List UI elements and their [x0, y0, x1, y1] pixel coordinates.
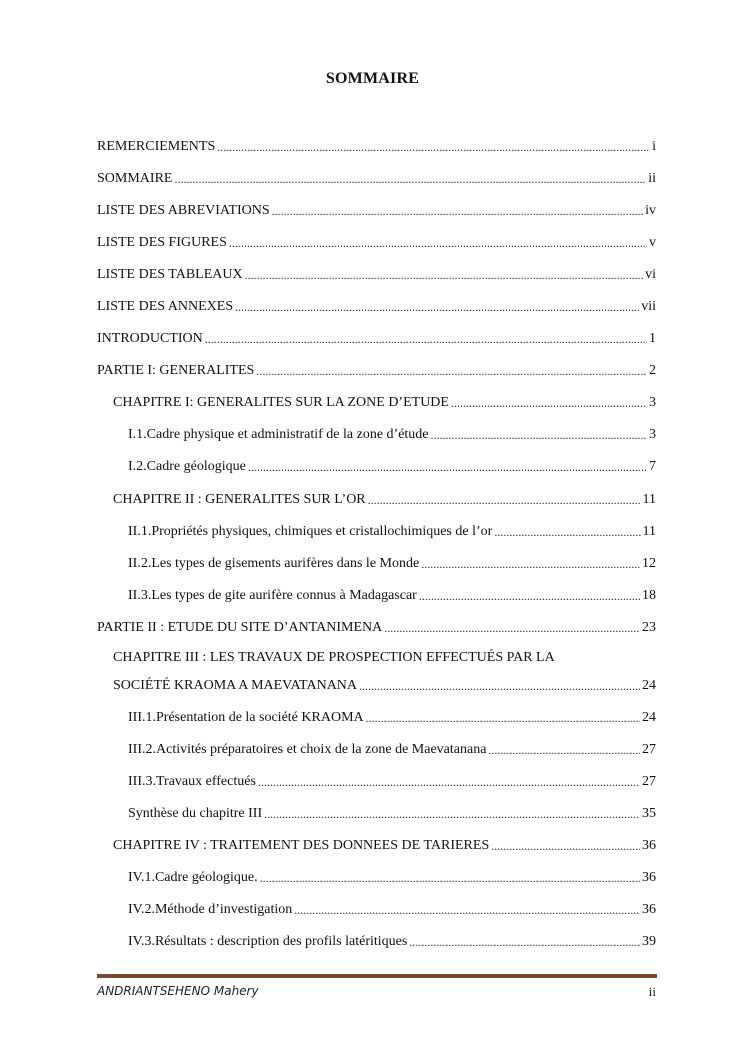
toc-entry-text: CHAPITRE II : GENERALITES SUR L’OR: [113, 492, 366, 507]
toc-entry-page: 1: [649, 331, 656, 346]
toc-entry-section-2-3[interactable]: [128, 585, 656, 605]
toc-entry-number: II.3.: [128, 588, 152, 603]
toc-entry-text: Méthode d’investigation: [154, 902, 293, 917]
leader-dots: [368, 493, 641, 509]
toc-entry-introduction[interactable]: [97, 328, 656, 348]
toc-entry-section-1-2[interactable]: [128, 456, 656, 476]
toc-entry-text: Résultats : description des profils latéritiques: [154, 934, 408, 949]
toc-entry-section-4-2[interactable]: [128, 899, 656, 919]
toc-entry-page: 18: [642, 588, 656, 603]
toc-entry-page: vi: [645, 267, 656, 282]
toc-entry-liste-figures[interactable]: [97, 232, 656, 252]
leader-dots: [248, 460, 647, 476]
toc-entry-text: Les types de gisements aurifères dans le Monde: [151, 556, 420, 571]
toc-entry-text: Présentation de la société KRAOMA: [156, 710, 364, 725]
document-title: SOMMAIRE: [325, 70, 420, 87]
toc-entry-page: v: [649, 235, 656, 250]
toc-entry-text: Cadre géologique.: [154, 870, 258, 885]
toc-entry-page: 36: [642, 838, 656, 853]
toc-entry-partie-2[interactable]: [97, 617, 656, 637]
leader-dots: [294, 903, 640, 919]
leader-dots: [174, 172, 646, 188]
toc-entry-page: 3: [649, 395, 656, 410]
leader-dots: [235, 300, 639, 316]
toc-entry-chapitre-3[interactable]: [113, 675, 656, 695]
toc-entry-page: 36: [642, 870, 656, 885]
leader-dots: [359, 679, 640, 695]
toc-entry-section-4-3[interactable]: [128, 931, 656, 951]
toc-entry-number: I.2.: [128, 459, 147, 474]
toc-entry-remerciements[interactable]: [97, 136, 656, 156]
toc-entry-number: IV.3.: [128, 934, 155, 949]
toc-entry-partie-1[interactable]: [97, 360, 656, 380]
toc-entry-text: Cadre physique et administratif de la zone d’étude: [146, 427, 429, 442]
footer-page-number: ii: [648, 984, 656, 999]
toc-entry-liste-annexes[interactable]: [97, 296, 656, 316]
toc-entry-text: LISTE DES TABLEAUX: [97, 267, 243, 282]
leader-dots: [217, 140, 650, 156]
toc-entry-text: Propriétés physiques, chimiques et cristallochimiques de l’or: [151, 524, 493, 539]
toc-entry-chapitre-4[interactable]: [113, 835, 656, 855]
toc-entry-text: INTRODUCTION: [97, 331, 203, 346]
toc-entry-page: 11: [642, 492, 656, 507]
leader-dots: [431, 428, 647, 444]
toc-entry-page: 35: [642, 806, 656, 821]
toc-entry-text: Travaux effectués: [156, 774, 256, 789]
toc-entry-section-2-2[interactable]: [128, 553, 656, 573]
leader-dots: [494, 525, 640, 541]
toc-entry-page: 36: [642, 902, 656, 917]
toc-entry-section-3-3[interactable]: [128, 771, 656, 791]
toc-entry-text: LISTE DES FIGURES: [97, 235, 227, 250]
toc-entry-text: REMERCIEMENTS: [97, 139, 216, 154]
toc-entry-chapitre-2[interactable]: [113, 489, 656, 509]
toc-entry-page: 24: [642, 678, 656, 693]
toc-entry-number: II.1.: [128, 524, 152, 539]
toc-entry-liste-abreviations[interactable]: [97, 200, 656, 220]
toc-entry-text: Activités préparatoires et choix de la zone de Maevatanana: [156, 742, 487, 757]
toc-entry-page: vii: [641, 299, 656, 314]
toc-entry-number: I.1.: [128, 427, 147, 442]
toc-entry-page: i: [652, 139, 656, 154]
leader-dots: [384, 621, 640, 637]
toc-entry-section-2-1[interactable]: [128, 521, 656, 541]
toc-entry-text: Synthèse du chapitre III: [128, 806, 263, 821]
toc-entry-section-1-1[interactable]: [128, 424, 656, 444]
toc-entry-text: LISTE DES ABREVIATIONS: [97, 203, 270, 218]
toc-entry-page: 2: [649, 363, 656, 378]
toc-entry-page: ii: [648, 171, 656, 186]
toc-entry-page: 24: [642, 710, 656, 725]
toc-entry-text: LISTE DES ANNEXES: [97, 299, 234, 314]
leader-dots: [488, 743, 640, 759]
toc-entry-text: Les types de gite aurifère connus à Madagascar: [151, 588, 417, 603]
toc-entry-page: iv: [645, 203, 656, 218]
toc-entry-page: 7: [649, 459, 656, 474]
leader-dots: [421, 557, 640, 573]
leader-dots: [205, 332, 647, 348]
toc-entry-chapitre-3-line1[interactable]: CHAPITRE III : LES TRAVAUX DE PROSPECTION EFFECTUÉS PAR LA: [113, 650, 555, 665]
toc-entry-sommaire[interactable]: [97, 168, 656, 188]
leader-dots: [272, 204, 643, 220]
leader-dots: [366, 711, 640, 727]
toc-entry-page: 12: [642, 556, 656, 571]
leader-dots: [419, 589, 640, 605]
toc-entry-liste-tableaux[interactable]: [97, 264, 656, 284]
toc-entry-number: III.1.: [128, 710, 156, 725]
toc-entry-text: Cadre géologique: [146, 459, 246, 474]
toc-entry-page: 27: [642, 774, 656, 789]
toc-entry-page: 3: [649, 427, 656, 442]
leader-dots: [256, 364, 647, 380]
leader-dots: [491, 839, 640, 855]
toc-entry-page: 39: [642, 934, 656, 949]
toc-entry-number: II.2.: [128, 556, 152, 571]
toc-entry-page: 23: [642, 620, 656, 635]
toc-entry-section-3-1[interactable]: [128, 707, 656, 727]
toc-entry-number: III.3.: [128, 774, 156, 789]
leader-dots: [245, 268, 643, 284]
toc-entry-text: CHAPITRE IV : TRAITEMENT DES DONNEES DE TARIERES: [113, 838, 490, 853]
leader-dots: [260, 871, 640, 887]
footer-divider: [97, 974, 657, 978]
toc-entry-page: 11: [642, 524, 656, 539]
toc-entry-number: III.2.: [128, 742, 156, 757]
leader-dots: [258, 775, 640, 791]
toc-entry-text: PARTIE II : ETUDE DU SITE D’ANTANIMENA: [97, 620, 383, 635]
footer-author: ANDRIANTSEHENO Mahery: [97, 984, 259, 998]
toc-entry-page: 27: [642, 742, 656, 757]
leader-dots: [264, 807, 640, 823]
leader-dots: [451, 396, 647, 412]
leader-dots: [229, 236, 647, 252]
toc-entry-text: CHAPITRE I: GENERALITES SUR LA ZONE D’ETUDE: [113, 395, 449, 410]
toc-entry-text: SOCIÉTÉ KRAOMA A MAEVATANANA: [113, 678, 358, 693]
toc-entry-number: IV.1.: [128, 870, 155, 885]
toc-entry-chapitre-1[interactable]: [113, 392, 656, 412]
toc-entry-section-4-1[interactable]: [128, 867, 656, 887]
leader-dots: [409, 935, 640, 951]
toc-entry-text: SOMMAIRE: [97, 171, 173, 186]
toc-entry-number: IV.2.: [128, 902, 155, 917]
toc-entry-synthese-chapitre-3[interactable]: [128, 803, 656, 823]
toc-entry-section-3-2[interactable]: [128, 739, 656, 759]
toc-entry-text: PARTIE I: GENERALITES: [97, 363, 255, 378]
